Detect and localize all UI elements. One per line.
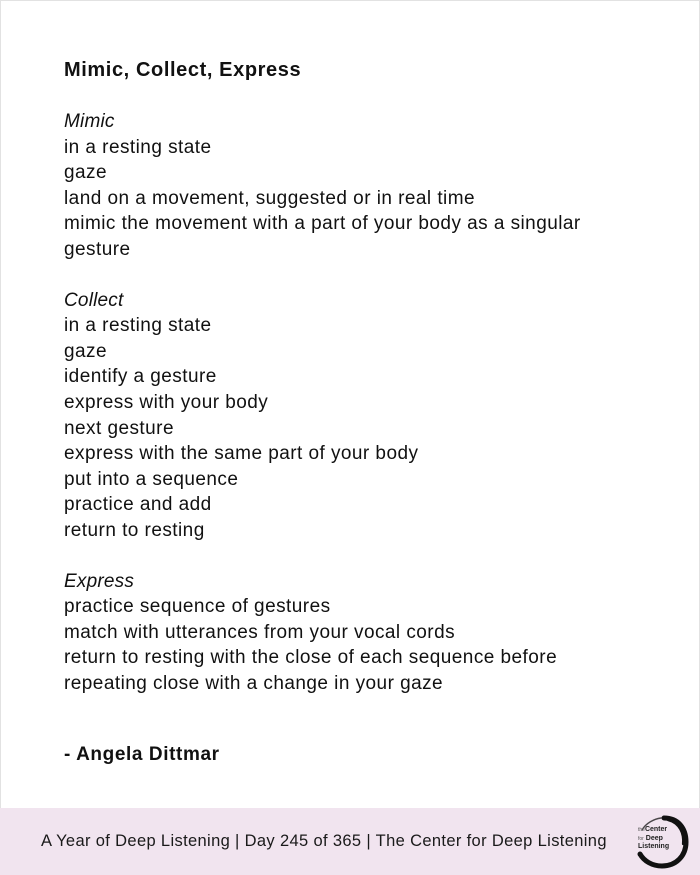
poem-line: identify a gesture [64,366,217,388]
footer-bar [0,808,700,875]
logo-word: Deep [645,834,663,842]
stanza-mimic [64,109,684,263]
poem-line: practice sequence of gestures [64,596,331,618]
poem-line: practice and add [64,494,212,516]
poem-line: gaze [64,162,108,184]
poem-line: repeating close with a change in your gaze [64,672,444,694]
poem-line: in a resting state [64,136,212,158]
footer-caption: A Year of Deep Listening | Day 245 of 365 | The Center for Deep Listening [41,832,607,850]
poem-author: - Angela Dittmar [64,744,220,765]
poem-content [64,58,684,721]
poem-line: land on a movement, suggested or in real time [64,187,476,209]
poem-line: put into a sequence [64,468,239,490]
poem-title: Mimic, Collect, Express [64,59,302,81]
poem-line: return to resting with the close of each sequence before [64,647,558,669]
stanza-heading: Collect [64,289,124,311]
poem-line: in a resting state [64,315,212,337]
center-for-deep-listening-logo [630,814,690,870]
stanza-express [64,569,684,697]
poem-line: match with utterances from your vocal cords [64,621,456,643]
logo-word: the [638,827,645,833]
logo-word: Center [644,826,668,833]
poem-line: return to resting [64,519,205,541]
logo-word: for [638,835,644,842]
stanza-heading: Mimic [64,111,115,132]
poem-line: express with the same part of your body [64,443,419,465]
poem-line: express with your body [64,391,269,413]
poem-line: gaze [64,340,108,362]
logo-word: Listening [638,843,670,850]
poem-line: next gesture [64,417,174,439]
stanza-collect [64,288,684,544]
poem-line: gesture [64,238,131,260]
poem-line: mimic the movement with a part of your body as a singular [64,213,581,235]
stanza-heading: Express [64,570,135,592]
logo-wordmark [638,826,669,851]
